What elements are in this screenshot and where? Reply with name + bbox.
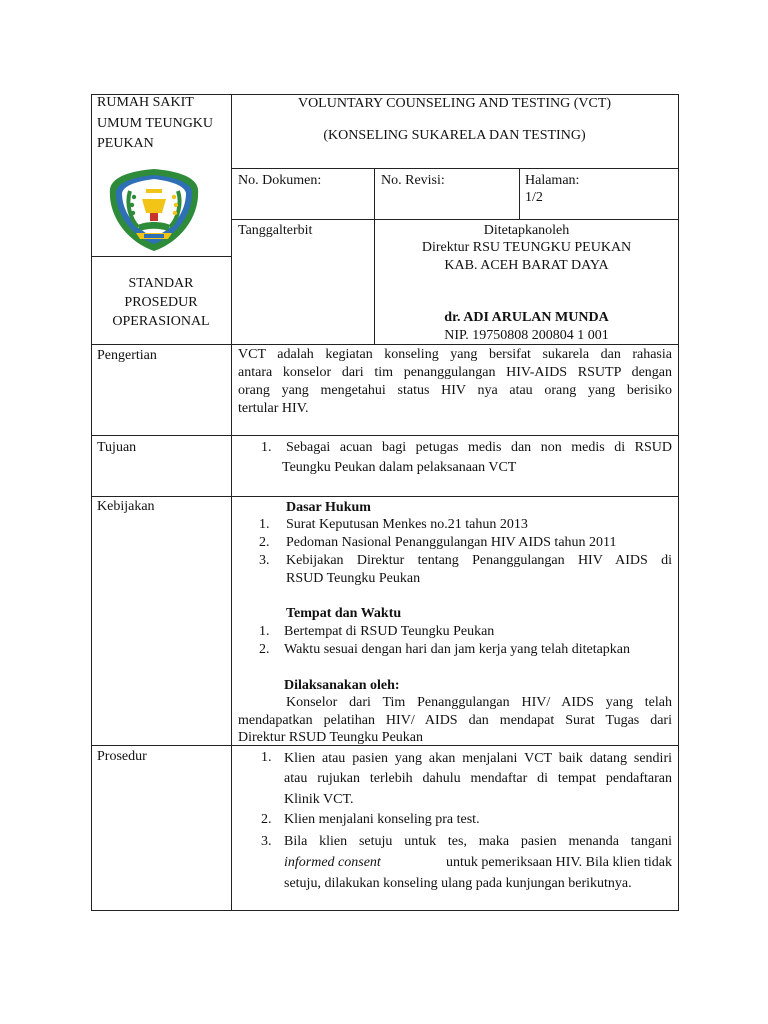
pelaksana-line: Direktur RSUD Teungku Peukan <box>238 730 424 745</box>
tujuan-item-text: Teungku Peukan dalam pelaksanaan VCT <box>282 460 517 475</box>
director-name-text: dr. ADI ARULAN MUNDA <box>444 310 609 325</box>
section-label-tujuan: Tujuan <box>97 440 137 455</box>
list-number: 1. <box>259 517 270 532</box>
tujuan-item-number: 1. <box>261 440 272 455</box>
list-number: 2. <box>261 812 272 827</box>
list-number: 1. <box>261 750 272 765</box>
list-number: 2. <box>259 535 270 550</box>
pengertian-line: antara konselor dari tim penanggulangan HIV-AIDS RSUTP dengan <box>238 365 672 380</box>
pengertian-line: orang yang mengetahui status HIV nya atau orang yang berisiko <box>238 383 672 398</box>
doc-row-divider <box>231 219 678 220</box>
prosedur-line: Klinik VCT. <box>284 792 354 807</box>
list-number: 2. <box>259 642 270 657</box>
informed-consent-term: informed consent <box>284 855 381 870</box>
issue-date-label: Tanggalterbit <box>238 223 313 238</box>
regency-emblem-icon <box>108 167 200 253</box>
hospital-name-line: RUMAH SAKIT <box>97 95 194 110</box>
kebijakan-row-divider <box>91 496 679 497</box>
section-label-pengertian: Pengertian <box>97 348 157 363</box>
list-item: Surat Keputusan Menkes no.21 tahun 2013 <box>286 517 528 532</box>
tujuan-item-text: Sebagai acuan bagi petugas medis dan non medis di RSUD <box>286 440 672 455</box>
table-border-right <box>678 94 679 911</box>
tempat-waktu-heading-text: Tempat dan Waktu <box>286 606 402 621</box>
pelaksana-heading-text: Dilaksanakan oleh: <box>284 678 400 693</box>
section-label-prosedur: Prosedur <box>97 749 147 764</box>
pelaksana-line: mendapatkan pelatihan HIV/ AIDS dan mendapat Surat Tugas dari <box>238 713 672 728</box>
prosedur-line: Bila klien setuju untuk tes, maka pasien menanda tangani <box>284 834 672 849</box>
list-item: Pedoman Nasional Penanggulangan HIV AIDS tahun 2011 <box>286 535 617 550</box>
logo-row-divider <box>91 256 231 257</box>
prosedur-line-rest: untuk pemeriksaan HIV. Bila klien tidak <box>445 855 672 870</box>
list-item: Bertempat di RSUD Teungku Peukan <box>284 624 495 639</box>
prosedur-line-mixed <box>284 853 672 872</box>
hospital-name <box>97 93 213 155</box>
director-nip: NIP. 19750808 200804 1 001 <box>444 328 609 343</box>
doc-col-divider-2 <box>519 168 520 220</box>
sop-label <box>91 274 231 331</box>
director-name <box>375 308 678 327</box>
header-row-divider <box>231 168 678 169</box>
prosedur-line: Klien atau pasien yang akan menjalani VCT baik datang sendiri <box>284 751 672 766</box>
sop-label-line: STANDAR <box>128 276 194 291</box>
section-label-kebijakan: Kebijakan <box>97 499 155 514</box>
dasar-hukum-heading-text: Dasar Hukum <box>286 500 371 515</box>
tujuan-row-divider <box>91 435 679 436</box>
hospital-name-line: UMUM TEUNGKU <box>97 115 214 131</box>
table-border-bottom <box>91 910 679 911</box>
list-number: 3. <box>259 553 270 568</box>
sop-label-line: OPERASIONAL <box>112 314 210 329</box>
list-number: 3. <box>261 834 272 849</box>
pengertian-line: VCT adalah kegiatan konseling yang bersifat sukarela dan rahasia <box>238 347 672 362</box>
list-item: Kebijakan Direktur tentang Penanggulangan HIV AIDS di <box>286 553 672 568</box>
prosedur-line: setuju, dilakukan konseling ulang pada kunjungan berikutnya. <box>284 876 632 891</box>
page-label: Halaman: <box>525 173 580 188</box>
list-item-continuation: RSUD Teungku Peukan <box>286 571 421 586</box>
document-title: VOLUNTARY COUNSELING AND TESTING (VCT) <box>297 96 612 111</box>
list-item: Waktu sesuai dengan hari dan jam kerja yang telah ditetapkan <box>284 642 631 657</box>
doc-number-label: No. Dokumen: <box>238 173 322 188</box>
approved-by-label: Ditetapkanoleh <box>483 223 570 238</box>
table-border-left <box>91 94 92 911</box>
hospital-logo <box>108 167 200 253</box>
sop-label-line: PROSEDUR <box>124 295 198 310</box>
revision-label: No. Revisi: <box>381 173 445 188</box>
page-value: 1/2 <box>525 190 543 205</box>
pelaksana-line: Konselor dari Tim Penanggulangan HIV/ AIDS yang telah <box>286 695 672 710</box>
table-column-divider <box>231 94 232 911</box>
tempat-waktu-heading <box>286 604 401 623</box>
pengertian-line: tertular HIV. <box>238 401 309 416</box>
list-number: 1. <box>259 624 270 639</box>
regency-name: KAB. ACEH BARAT DAYA <box>444 258 609 273</box>
document-subtitle: (KONSELING SUKARELA DAN TESTING) <box>323 128 586 143</box>
hospital-name-line: PEUKAN <box>97 136 154 151</box>
director-title: Direktur RSU TEUNGKU PEUKAN <box>421 240 632 255</box>
prosedur-line: Klien menjalani konseling pra test. <box>284 812 480 827</box>
prosedur-line: atau rujukan terlebih dahulu mendaftar di tempat pendaftaran <box>284 771 672 786</box>
